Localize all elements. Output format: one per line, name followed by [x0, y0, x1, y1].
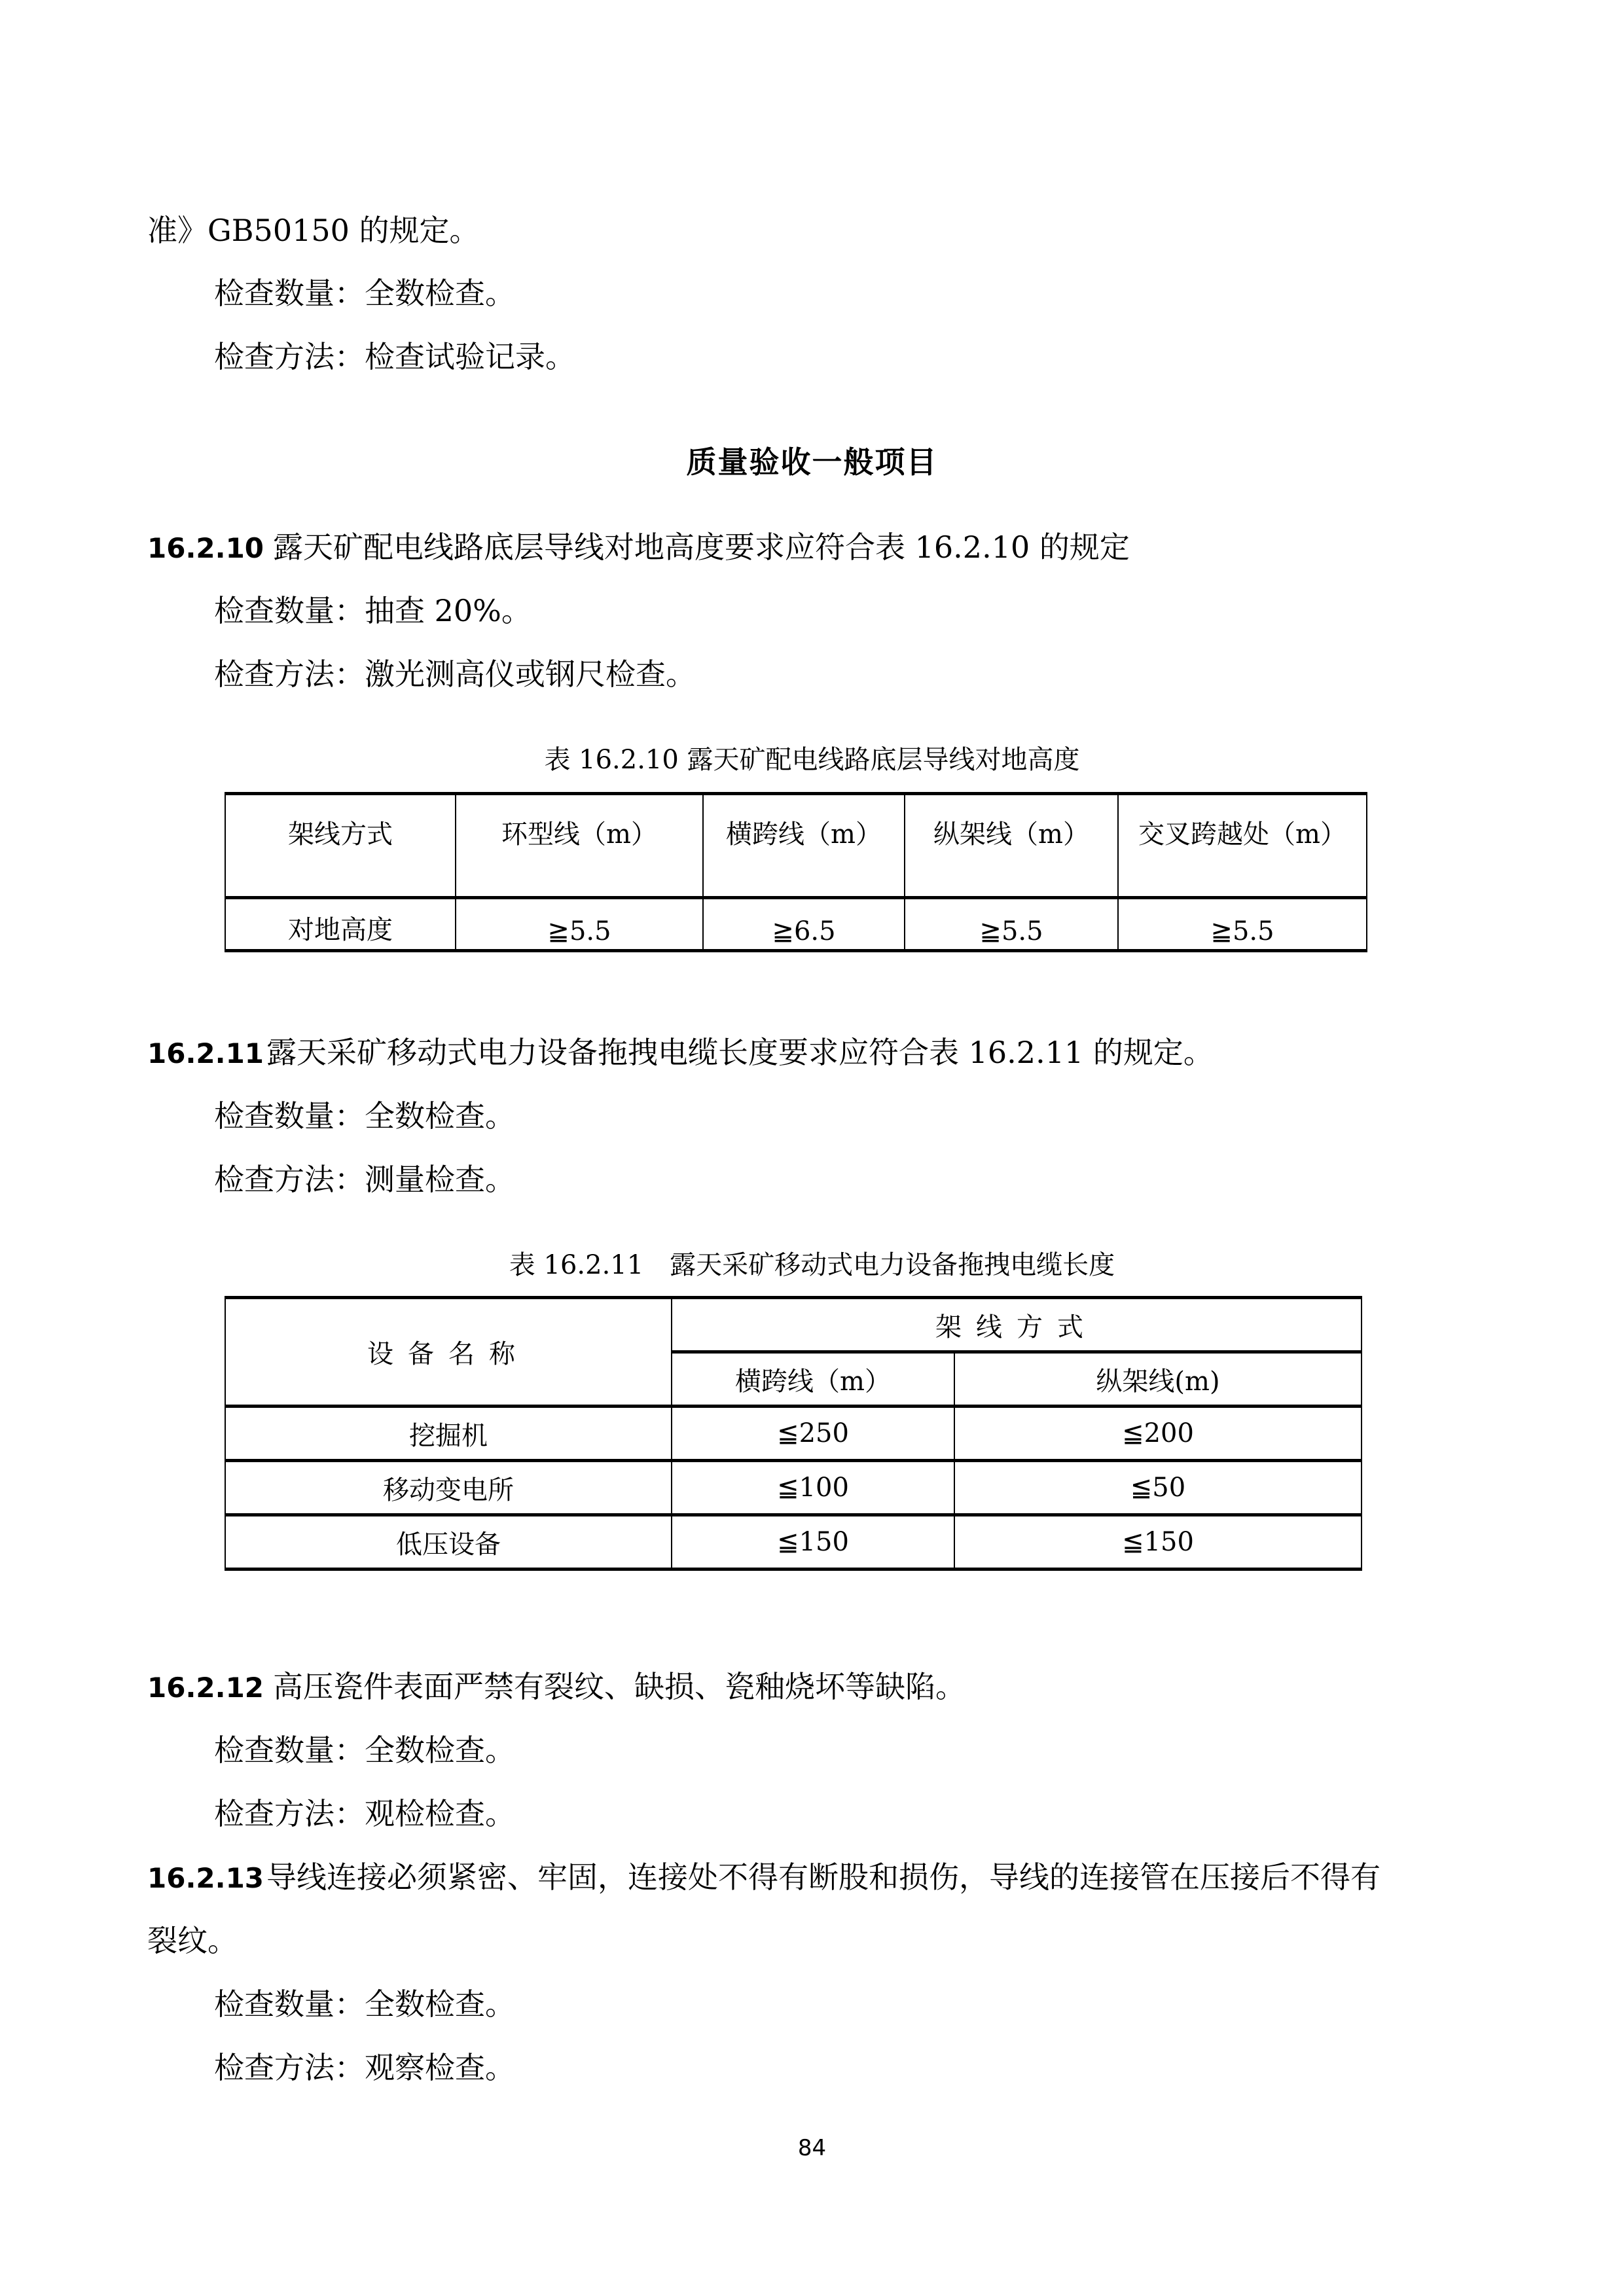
clause-number: 16.2.11 — [147, 1037, 264, 1069]
table-cell: 对地高度 — [225, 898, 456, 951]
table-cell: ≦150 — [954, 1515, 1362, 1570]
clause-number: 16.2.12 — [147, 1672, 264, 1704]
table-subheader-cell: 横跨线（m） — [672, 1352, 954, 1407]
table-header-row — [225, 794, 1367, 898]
continuation-inspection-method: 检查方法：检查试验记录。 — [214, 339, 575, 374]
table-cell: ≧5.5 — [905, 898, 1118, 951]
table-16-2-10 — [225, 792, 1367, 952]
clause-text: 露天矿配电线路底层导线对地高度要求应符合表 16.2.10 的规定 — [273, 529, 1130, 565]
clause-text: 高压瓷件表面严禁有裂纹、缺损、瓷釉烧坏等缺陷。 — [273, 1669, 966, 1704]
table-header-equipment-name: 设备名称 — [225, 1298, 672, 1407]
table-cell: ≦100 — [672, 1461, 954, 1515]
continuation-inspection-quantity: 检查数量：全数检查。 — [214, 276, 515, 311]
clause-16-2-13-quantity: 检查数量：全数检查。 — [214, 1986, 515, 2022]
clause-text: 露天采矿移动式电力设备拖拽电缆长度要求应符合表 16.2.11 的规定。 — [266, 1035, 1214, 1070]
table-cell: ≧6.5 — [703, 898, 905, 951]
section-heading: 质量验收一般项目 — [686, 444, 938, 480]
clause-16-2-12-quantity: 检查数量：全数检查。 — [214, 1732, 515, 1768]
clause-16-2-10-method: 检查方法：激光测高仪或钢尺检查。 — [214, 656, 696, 692]
table-row — [225, 898, 1367, 951]
table-16-2-11 — [225, 1296, 1362, 1571]
clause-16-2-13 — [147, 1857, 1380, 1898]
table-header-cell: 纵架线（m） — [905, 794, 1118, 898]
clause-16-2-12 — [147, 1667, 965, 1708]
table-cell: ≦150 — [672, 1515, 954, 1570]
table-header-group: 架线方式 — [672, 1298, 1362, 1352]
table-cell: 挖掘机 — [225, 1407, 672, 1461]
table-header-cell: 架线方式 — [225, 794, 456, 898]
table-header-cell: 环型线（m） — [456, 794, 703, 898]
clause-16-2-10-quantity: 检查数量：抽查 20%。 — [214, 593, 532, 628]
clause-16-2-12-method: 检查方法：观检检查。 — [214, 1796, 515, 1831]
clause-text: 导线连接必须紧密、牢固，连接处不得有断股和损伤，导线的连接管在压接后不得有 — [266, 1859, 1381, 1895]
table-header-cell: 交叉跨越处（m） — [1118, 794, 1367, 898]
table-header-cell: 横跨线（m） — [703, 794, 905, 898]
clause-16-2-10 — [147, 528, 1130, 568]
table-row — [225, 1515, 1362, 1570]
clause-16-2-13-method: 检查方法：观察检查。 — [214, 2050, 515, 2085]
clause-16-2-13-continuation: 裂纹。 — [147, 1923, 238, 1958]
table-row — [225, 1407, 1362, 1461]
table1-caption: 表 16.2.10 露天矿配电线路底层导线对地高度 — [544, 745, 1080, 775]
table-cell: ≦250 — [672, 1407, 954, 1461]
continuation-text: 准》GB50150 的规定。 — [147, 213, 480, 248]
clause-16-2-11-method: 检查方法：测量检查。 — [214, 1162, 515, 1197]
table-cell: ≦200 — [954, 1407, 1362, 1461]
table2-caption: 表 16.2.11 露天采矿移动式电力设备拖拽电缆长度 — [509, 1250, 1115, 1280]
clause-number: 16.2.10 — [147, 532, 264, 564]
page-number: 84 — [797, 2135, 827, 2161]
clause-16-2-11 — [147, 1033, 1214, 1073]
clause-16-2-11-quantity: 检查数量：全数检查。 — [214, 1098, 515, 1134]
table-cell: ≧5.5 — [456, 898, 703, 951]
table-cell: ≧5.5 — [1118, 898, 1367, 951]
table-cell: 移动变电所 — [225, 1461, 672, 1515]
table-cell: 低压设备 — [225, 1515, 672, 1570]
table-cell: ≦50 — [954, 1461, 1362, 1515]
table-subheader-cell: 纵架线(m) — [954, 1352, 1362, 1407]
table-header-row — [225, 1298, 1362, 1352]
clause-number: 16.2.13 — [147, 1862, 264, 1894]
table-row — [225, 1461, 1362, 1515]
